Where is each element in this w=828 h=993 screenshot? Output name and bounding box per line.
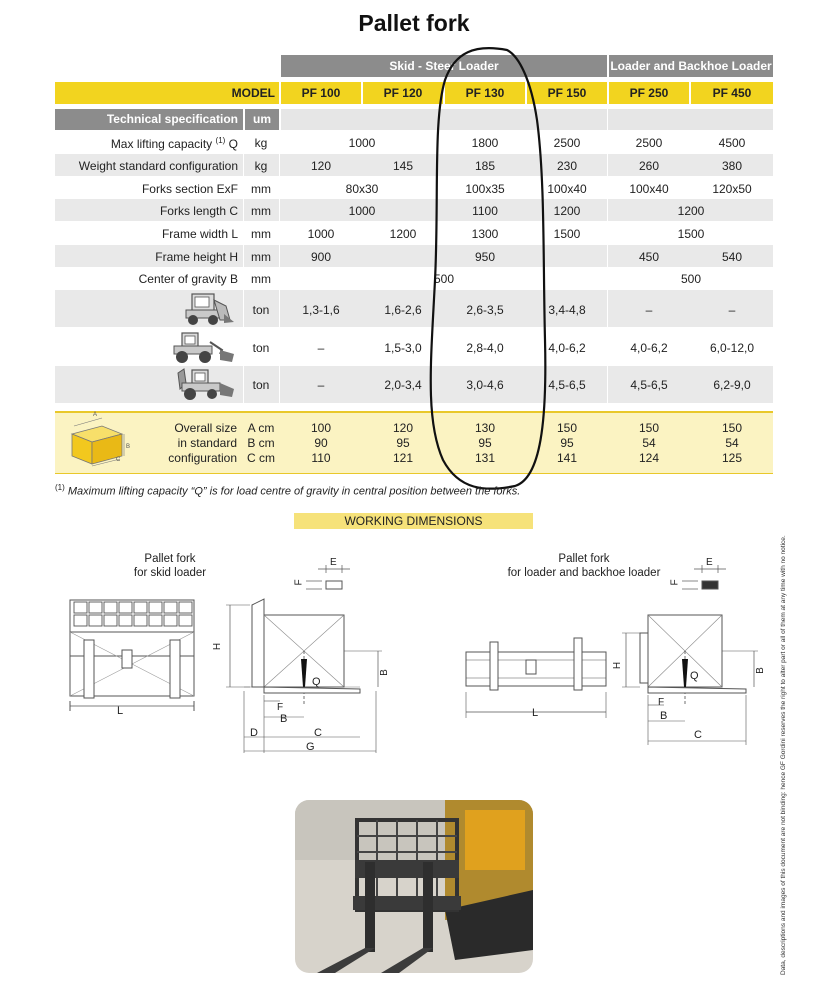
skid-fork-front-diagram: [66, 596, 202, 720]
cell-machine2-pf130: 2,8-4,0: [466, 341, 504, 355]
footnote: $^{(1)}$ Maximum lifting capacity “Q” is for load centre of gravity in central position between the forks.: [55, 483, 521, 498]
cell-machine3-pf150: 4,5-6,5: [548, 378, 586, 392]
cell-machine2-pf450: 6,0-12,0: [709, 341, 755, 355]
cell-frame-width-pf150: 1500: [553, 227, 581, 241]
loader-fork-side-diagram: [610, 555, 780, 745]
caption-loader-backhoe: Pallet fork for loader and backhoe loader: [507, 553, 661, 579]
cell-frame-width-pf130: 1300: [471, 227, 499, 241]
overall-pf100: 100 90 110: [310, 421, 332, 465]
row-label-capacity: Max lifting capacity $^{(1)}$ Q: [110, 136, 238, 151]
row-label-forks-section: Forks section ExF: [141, 182, 238, 196]
cell-machine1-pf100: 1,3-1,6: [302, 303, 340, 317]
cell-capacity-pf100-120: 1000: [348, 136, 376, 150]
um-gravity: mm: [251, 272, 271, 286]
size-box-letter-b: B: [126, 444, 131, 450]
row-label-frame-width: Frame width L: [161, 227, 238, 241]
um-machine2: ton: [252, 341, 270, 355]
cell-machine1-pf150: 3,4-4,8: [548, 303, 586, 317]
um-weight: kg: [254, 159, 268, 173]
dim-loader-l: L: [532, 707, 539, 719]
working-dimensions-label: WORKING DIMENSIONS: [294, 513, 533, 529]
cell-machine2-pf100: –: [317, 341, 325, 355]
cell-machine3-pf250: 4,5-6,5: [630, 378, 668, 392]
cell-weight-pf120: 145: [392, 159, 414, 173]
dim-loader-b2: B: [660, 710, 668, 722]
group-header-skid-steer: Skid - Steer Loader: [281, 55, 607, 77]
model-pf250: PF 250: [609, 82, 689, 104]
model-label: MODEL: [55, 82, 275, 104]
cell-machine3-pf100: –: [317, 378, 325, 392]
cell-capacity-pf130: 1800: [471, 136, 499, 150]
dim-loader-q: Q: [690, 670, 699, 682]
cell-machine1-pf130: 2,6-3,5: [466, 303, 504, 317]
cell-weight-pf450: 380: [721, 159, 743, 173]
side-disclaimer: Data, descriptions and images of this document are not binding: hence GF Gordini reserves the right to alter part or all of them at any time with no notice.: [780, 535, 787, 975]
size-box-icon: [62, 412, 134, 475]
spec-header-um: um: [245, 109, 279, 130]
dim-skid-h: H: [212, 642, 224, 651]
row-label-weight: Weight standard configuration: [78, 159, 238, 173]
dim-skid-q: Q: [312, 676, 321, 688]
dim-loader-e: E: [706, 557, 713, 568]
cell-forks-length-pf130: 1100: [472, 204, 498, 218]
dim-skid-c: C: [314, 727, 322, 739]
dim-skid-e: E: [330, 557, 337, 568]
skid-steer-loader-icon: [180, 292, 236, 331]
model-pf150: PF 150: [527, 82, 607, 104]
cell-frame-height-pf100: 900: [310, 250, 332, 264]
overall-pf130: 130 95 131: [474, 421, 496, 465]
dim-skid-b: B: [378, 669, 390, 676]
cell-gravity-loader: 500: [680, 272, 702, 286]
group-header-loader-backhoe: Loader and Backhoe Loader: [609, 55, 773, 77]
cell-forks-length-pf150: 1200: [553, 204, 581, 218]
cell-forks-section-pf130: 100x35: [465, 182, 505, 196]
overall-pf150: 150 95 141: [556, 421, 578, 465]
dim-loader-c: C: [694, 729, 702, 741]
cell-capacity-pf150: 2500: [553, 136, 581, 150]
cell-machine2-pf250: 4,0-6,2: [630, 341, 668, 355]
cell-frame-height-pf120-150: 950: [474, 250, 496, 264]
cell-forks-section-pf450: 120x50: [712, 182, 752, 196]
cell-forks-section-pf250: 100x40: [629, 182, 669, 196]
size-box-letter-a: A: [93, 412, 98, 418]
model-pf450: PF 450: [691, 82, 773, 104]
cell-weight-pf250: 260: [638, 159, 660, 173]
page-title: Pallet fork: [358, 10, 470, 36]
cell-forks-length-pf100-120: 1000: [348, 204, 376, 218]
cell-weight-pf130: 185: [474, 159, 496, 173]
um-frame-height: mm: [251, 250, 271, 264]
dim-skid-b2: B: [280, 713, 288, 725]
cell-machine1-pf450: –: [728, 303, 736, 317]
cell-capacity-pf450: 4500: [718, 136, 746, 150]
cell-frame-height-pf250: 450: [638, 250, 660, 264]
um-frame-width: mm: [251, 227, 271, 241]
cell-forks-section-pf150: 100x40: [547, 182, 587, 196]
um-forks-length: mm: [251, 204, 271, 218]
dim-skid-f: F: [293, 579, 305, 586]
pallet-fork-photo: [295, 800, 533, 973]
cell-frame-width-pf100: 1000: [307, 227, 335, 241]
model-pf100: PF 100: [281, 82, 361, 104]
cell-machine3-pf450: 6,2-9,0: [713, 378, 751, 392]
size-box-letter-c: C: [116, 457, 121, 463]
dim-skid-f2: F: [277, 702, 284, 713]
cell-capacity-pf250: 2500: [635, 136, 663, 150]
cell-forks-section-pf100-120: 80x30: [345, 182, 379, 196]
model-pf130: PF 130: [445, 82, 525, 104]
cell-frame-height-pf450: 540: [721, 250, 743, 264]
cell-machine1-pf250: –: [645, 303, 653, 317]
caption-skid-loader: Pallet fork for skid loader: [133, 553, 207, 579]
overall-pf120: 120 95 121: [392, 421, 414, 465]
model-pf120: PF 120: [363, 82, 443, 104]
cell-frame-width-pf120: 1200: [389, 227, 417, 241]
spec-header-label: Technical specification: [55, 109, 243, 130]
dim-skid-l: L: [117, 705, 124, 717]
dim-loader-f: F: [669, 579, 681, 586]
cell-machine2-pf120: 1,5-3,0: [384, 341, 422, 355]
dim-loader-h: H: [612, 661, 624, 670]
row-label-gravity: Center of gravity B: [138, 272, 238, 286]
dim-loader-f2: F: [658, 697, 665, 708]
dim-loader-b: B: [754, 667, 766, 674]
cell-gravity-skid: 500: [433, 272, 455, 286]
cell-machine1-pf120: 1,6-2,6: [384, 303, 422, 317]
row-label-frame-height: Frame height H: [155, 250, 238, 264]
overall-size-units: A cm B cm C cm: [247, 421, 275, 465]
backhoe-loader-icon: [176, 367, 236, 406]
cell-frame-width-loader: 1500: [677, 227, 705, 241]
cell-machine3-pf130: 3,0-4,6: [466, 378, 504, 392]
cell-machine3-pf120: 2,0-3,4: [384, 378, 422, 392]
um-machine1: ton: [252, 303, 270, 317]
cell-forks-length-loader: 1200: [677, 204, 705, 218]
um-capacity: kg: [254, 136, 268, 150]
cell-weight-pf150: 230: [556, 159, 578, 173]
hand-drawn-highlight: [415, 40, 555, 500]
dim-skid-d: D: [250, 727, 258, 739]
row-label-forks-length: Forks length C: [159, 204, 238, 218]
um-forks-section: mm: [251, 182, 271, 196]
um-machine3: ton: [252, 378, 270, 392]
overall-pf250: 150 54 124: [638, 421, 660, 465]
overall-pf450: 150 54 125: [721, 421, 743, 465]
overall-size-labels: Overall size in standard configuration: [168, 421, 237, 465]
dim-skid-g: G: [306, 741, 315, 753]
cell-weight-pf100: 120: [310, 159, 332, 173]
wheel-loader-icon: [172, 330, 236, 369]
cell-machine2-pf150: 4,0-6,2: [548, 341, 586, 355]
